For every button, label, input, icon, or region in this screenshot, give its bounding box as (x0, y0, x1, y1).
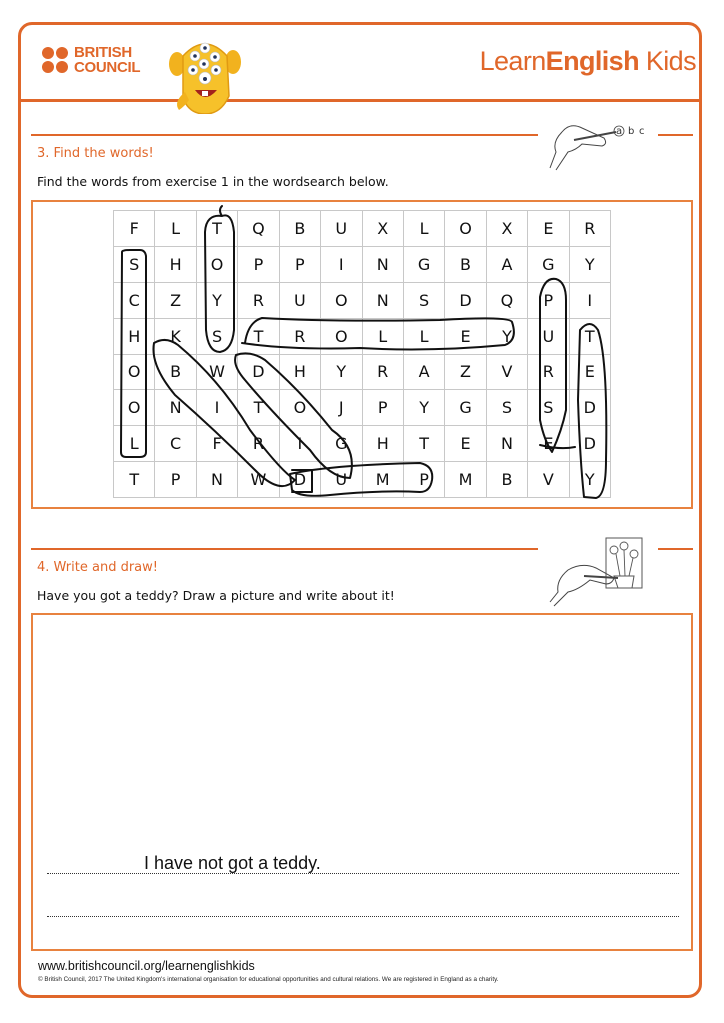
section4-divider (31, 548, 538, 550)
grid-cell[interactable]: Z (155, 283, 196, 319)
grid-cell[interactable]: A (404, 355, 445, 391)
grid-cell[interactable]: L (114, 426, 155, 462)
wordsearch-grid (113, 210, 611, 498)
grid-cell[interactable]: G (321, 426, 362, 462)
grid-cell[interactable]: P (528, 283, 569, 319)
grid-cell[interactable]: U (321, 462, 362, 498)
grid-cell[interactable]: S (487, 390, 528, 426)
grid-cell[interactable]: O (321, 319, 362, 355)
grid-cell[interactable]: Y (197, 283, 238, 319)
grid-cell[interactable]: D (280, 462, 321, 498)
section3-divider (31, 134, 538, 136)
grid-cell[interactable]: D (238, 355, 279, 391)
grid-cell[interactable]: E (445, 319, 486, 355)
grid-cell[interactable]: B (445, 247, 486, 283)
grid-cell[interactable]: O (197, 247, 238, 283)
grid-cell[interactable]: O (114, 355, 155, 391)
section4-instruction: Have you got a teddy? Draw a picture and write about it! (37, 588, 395, 603)
grid-cell[interactable]: B (155, 355, 196, 391)
grid-cell[interactable]: Z (445, 355, 486, 391)
grid-cell[interactable]: H (155, 247, 196, 283)
grid-cell[interactable]: D (570, 426, 611, 462)
hand-circling-letter-icon (548, 118, 656, 174)
grid-cell[interactable]: F (114, 211, 155, 247)
grid-cell[interactable]: R (363, 355, 404, 391)
brand-line1: BRITISH (74, 44, 132, 61)
grid-cell[interactable]: W (238, 462, 279, 498)
grid-cell[interactable]: E (445, 426, 486, 462)
grid-cell[interactable]: O (321, 283, 362, 319)
section4-title: 4. Write and draw! (37, 560, 158, 575)
grid-cell[interactable]: L (363, 319, 404, 355)
grid-cell[interactable]: F (197, 426, 238, 462)
grid-cell[interactable]: N (197, 462, 238, 498)
grid-cell[interactable]: L (404, 211, 445, 247)
grid-cell[interactable]: T (197, 211, 238, 247)
grid-cell[interactable]: I (280, 426, 321, 462)
section3-divider-right (658, 134, 693, 136)
grid-cell[interactable]: P (238, 247, 279, 283)
grid-cell[interactable]: G (404, 247, 445, 283)
grid-cell[interactable]: N (363, 247, 404, 283)
grid-cell[interactable]: S (528, 390, 569, 426)
grid-cell[interactable]: U (321, 211, 362, 247)
grid-cell[interactable]: Y (570, 462, 611, 498)
grid-cell[interactable]: U (280, 283, 321, 319)
grid-cell[interactable]: A (487, 247, 528, 283)
grid-cell[interactable]: Y (321, 355, 362, 391)
grid-cell[interactable]: W (197, 355, 238, 391)
grid-cell[interactable]: T (570, 319, 611, 355)
grid-cell[interactable]: P (363, 390, 404, 426)
grid-cell[interactable]: Y (404, 390, 445, 426)
drawing-box[interactable] (31, 613, 693, 951)
grid-cell[interactable]: N (155, 390, 196, 426)
section4-divider-right (658, 548, 693, 550)
monster-mascot-icon (165, 36, 245, 114)
product-light: Learn (479, 46, 546, 76)
grid-cell[interactable]: O (280, 390, 321, 426)
grid-cell[interactable]: D (570, 390, 611, 426)
grid-cell[interactable]: R (238, 426, 279, 462)
grid-cell[interactable]: B (280, 211, 321, 247)
grid-cell[interactable]: R (238, 283, 279, 319)
section3-instruction: Find the words from exercise 1 in the wordsearch below. (37, 174, 389, 189)
grid-cell[interactable]: E (528, 426, 569, 462)
british-council-dots-icon (42, 47, 68, 73)
grid-cell[interactable]: Y (487, 319, 528, 355)
illustration-letter-a: a (616, 126, 623, 137)
grid-cell[interactable]: C (155, 426, 196, 462)
footer-url[interactable]: www.britishcouncil.org/learnenglishkids (38, 959, 255, 973)
grid-cell[interactable]: K (155, 319, 196, 355)
writing-line-2[interactable] (47, 916, 679, 917)
grid-cell[interactable]: T (238, 319, 279, 355)
grid-cell[interactable]: Q (238, 211, 279, 247)
grid-cell[interactable]: O (114, 390, 155, 426)
grid-cell[interactable]: Q (487, 283, 528, 319)
learnenglish-kids-logo (480, 46, 696, 77)
hand-drawing-flowers-icon (548, 536, 648, 608)
grid-cell[interactable]: Y (570, 247, 611, 283)
grid-cell[interactable]: V (528, 462, 569, 498)
grid-cell[interactable]: P (155, 462, 196, 498)
illustration-letter-b: b (628, 126, 635, 137)
grid-cell[interactable]: S (197, 319, 238, 355)
product-bold: English (545, 46, 639, 76)
grid-cell[interactable]: S (114, 247, 155, 283)
grid-cell[interactable]: G (445, 390, 486, 426)
grid-cell[interactable]: M (363, 462, 404, 498)
grid-cell[interactable]: P (280, 247, 321, 283)
grid-cell[interactable]: R (528, 355, 569, 391)
answer-text[interactable]: I have not got a teddy. (144, 853, 321, 873)
grid-cell[interactable]: C (114, 283, 155, 319)
illustration-letter-c: c (639, 126, 645, 137)
grid-cell[interactable]: O (445, 211, 486, 247)
grid-cell[interactable]: L (155, 211, 196, 247)
grid-cell[interactable]: E (528, 211, 569, 247)
british-council-logo (42, 45, 140, 75)
grid-cell[interactable]: H (280, 355, 321, 391)
grid-cell[interactable]: R (280, 319, 321, 355)
header-divider (20, 99, 702, 102)
grid-cell[interactable]: D (445, 283, 486, 319)
section3-title: 3. Find the words! (37, 146, 154, 161)
grid-cell[interactable]: T (114, 462, 155, 498)
grid-cell[interactable]: J (321, 390, 362, 426)
grid-cell[interactable]: G (528, 247, 569, 283)
grid-cell[interactable]: N (363, 283, 404, 319)
writing-line-1[interactable] (47, 873, 679, 874)
grid-cell[interactable]: R (570, 211, 611, 247)
grid-cell[interactable]: E (570, 355, 611, 391)
grid-cell[interactable]: M (445, 462, 486, 498)
grid-cell[interactable]: V (487, 355, 528, 391)
product-suffix: Kids (638, 46, 696, 76)
british-council-wordmark (74, 45, 140, 75)
grid-cell[interactable]: H (363, 426, 404, 462)
grid-cell[interactable]: L (404, 319, 445, 355)
grid-cell[interactable]: B (487, 462, 528, 498)
grid-cell[interactable]: I (321, 247, 362, 283)
footer-copyright: © British Council, 2017 The United Kingdom's international organisation for educational opportunities and cultural relations. We are registered in England as a charity. (38, 976, 499, 983)
grid-cell[interactable]: N (487, 426, 528, 462)
grid-cell[interactable]: I (197, 390, 238, 426)
grid-cell[interactable]: H (114, 319, 155, 355)
brand-line2: COUNCIL (74, 59, 141, 76)
grid-cell[interactable]: S (404, 283, 445, 319)
grid-cell[interactable]: T (238, 390, 279, 426)
grid-cell[interactable]: P (404, 462, 445, 498)
grid-cell[interactable]: X (363, 211, 404, 247)
grid-cell[interactable]: U (528, 319, 569, 355)
grid-cell[interactable]: I (570, 283, 611, 319)
grid-cell[interactable]: T (404, 426, 445, 462)
grid-cell[interactable]: X (487, 211, 528, 247)
